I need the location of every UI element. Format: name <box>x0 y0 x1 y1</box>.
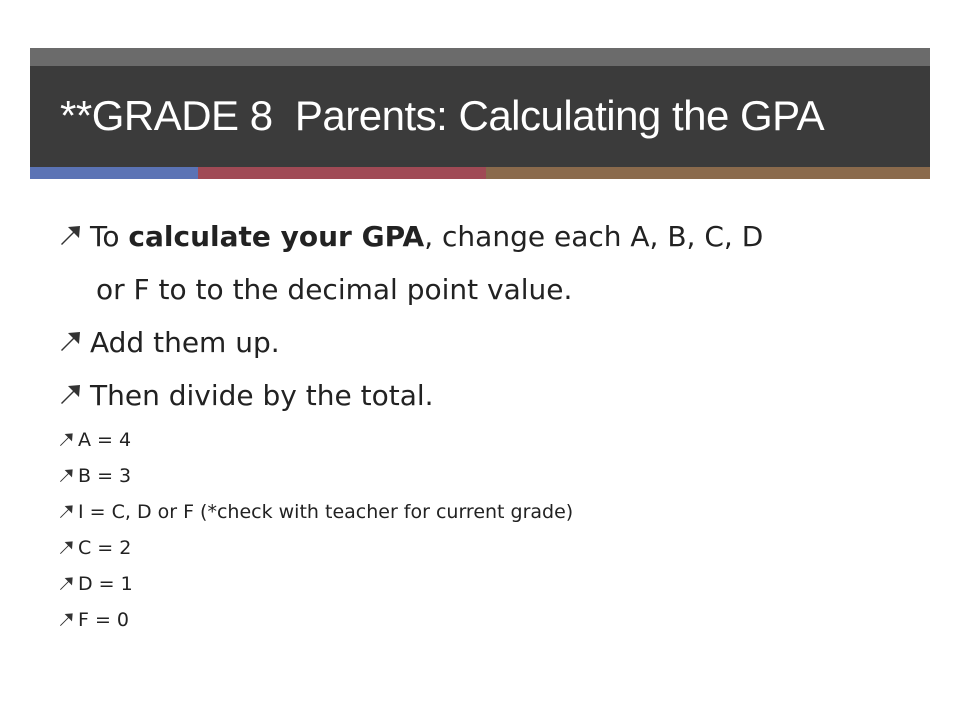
sub-bullet-text: F = 0 <box>78 609 130 631</box>
sub-bullet-text: D = 1 <box>78 573 133 595</box>
header-top-strip <box>30 48 930 66</box>
title-band <box>30 66 930 167</box>
sub-bullet-item <box>58 494 918 530</box>
accent-segment-blue <box>30 167 198 179</box>
arrow-up-right-icon <box>58 383 82 407</box>
bullet-item-add <box>58 316 918 369</box>
sub-bullet-item <box>58 422 918 458</box>
accent-segment-brown <box>486 167 930 179</box>
sub-bullet-text: I = C, D or F (*check with teacher for current grade) <box>78 501 574 523</box>
sub-bullet-text: C = 2 <box>78 537 132 559</box>
arrow-up-right-icon <box>58 330 82 354</box>
sub-bullet-item <box>58 566 918 602</box>
slide-title: **GRADE 8 Parents: Calculating the GPA <box>60 92 825 139</box>
sub-bullet-item <box>58 458 918 494</box>
arrow-up-right-icon <box>58 432 74 448</box>
arrow-up-right-icon <box>58 504 74 520</box>
arrow-up-right-icon <box>58 576 74 592</box>
bullet-text: Add them up. <box>90 326 280 359</box>
accent-bar <box>30 167 930 179</box>
accent-segment-red <box>198 167 486 179</box>
bold-phrase: calculate your GPA <box>128 220 425 253</box>
sub-bullet-item <box>58 530 918 566</box>
sub-bullet-text: A = 4 <box>78 429 132 451</box>
arrow-up-right-icon <box>58 612 74 628</box>
arrow-up-right-icon <box>58 468 74 484</box>
slide-content <box>58 210 918 638</box>
sub-bullet-item <box>58 602 918 638</box>
bullet-item-calculate <box>58 210 918 316</box>
bullet-text: To calculate your GPA, change each A, B, C, D <box>90 220 764 253</box>
bullet-text: Then divide by the total. <box>90 379 434 412</box>
bullet-item-divide <box>58 369 918 422</box>
arrow-up-right-icon <box>58 224 82 248</box>
bullet-text-continuation: or F to to the decimal point value. <box>96 273 573 306</box>
sub-bullet-text: B = 3 <box>78 465 132 487</box>
arrow-up-right-icon <box>58 540 74 556</box>
